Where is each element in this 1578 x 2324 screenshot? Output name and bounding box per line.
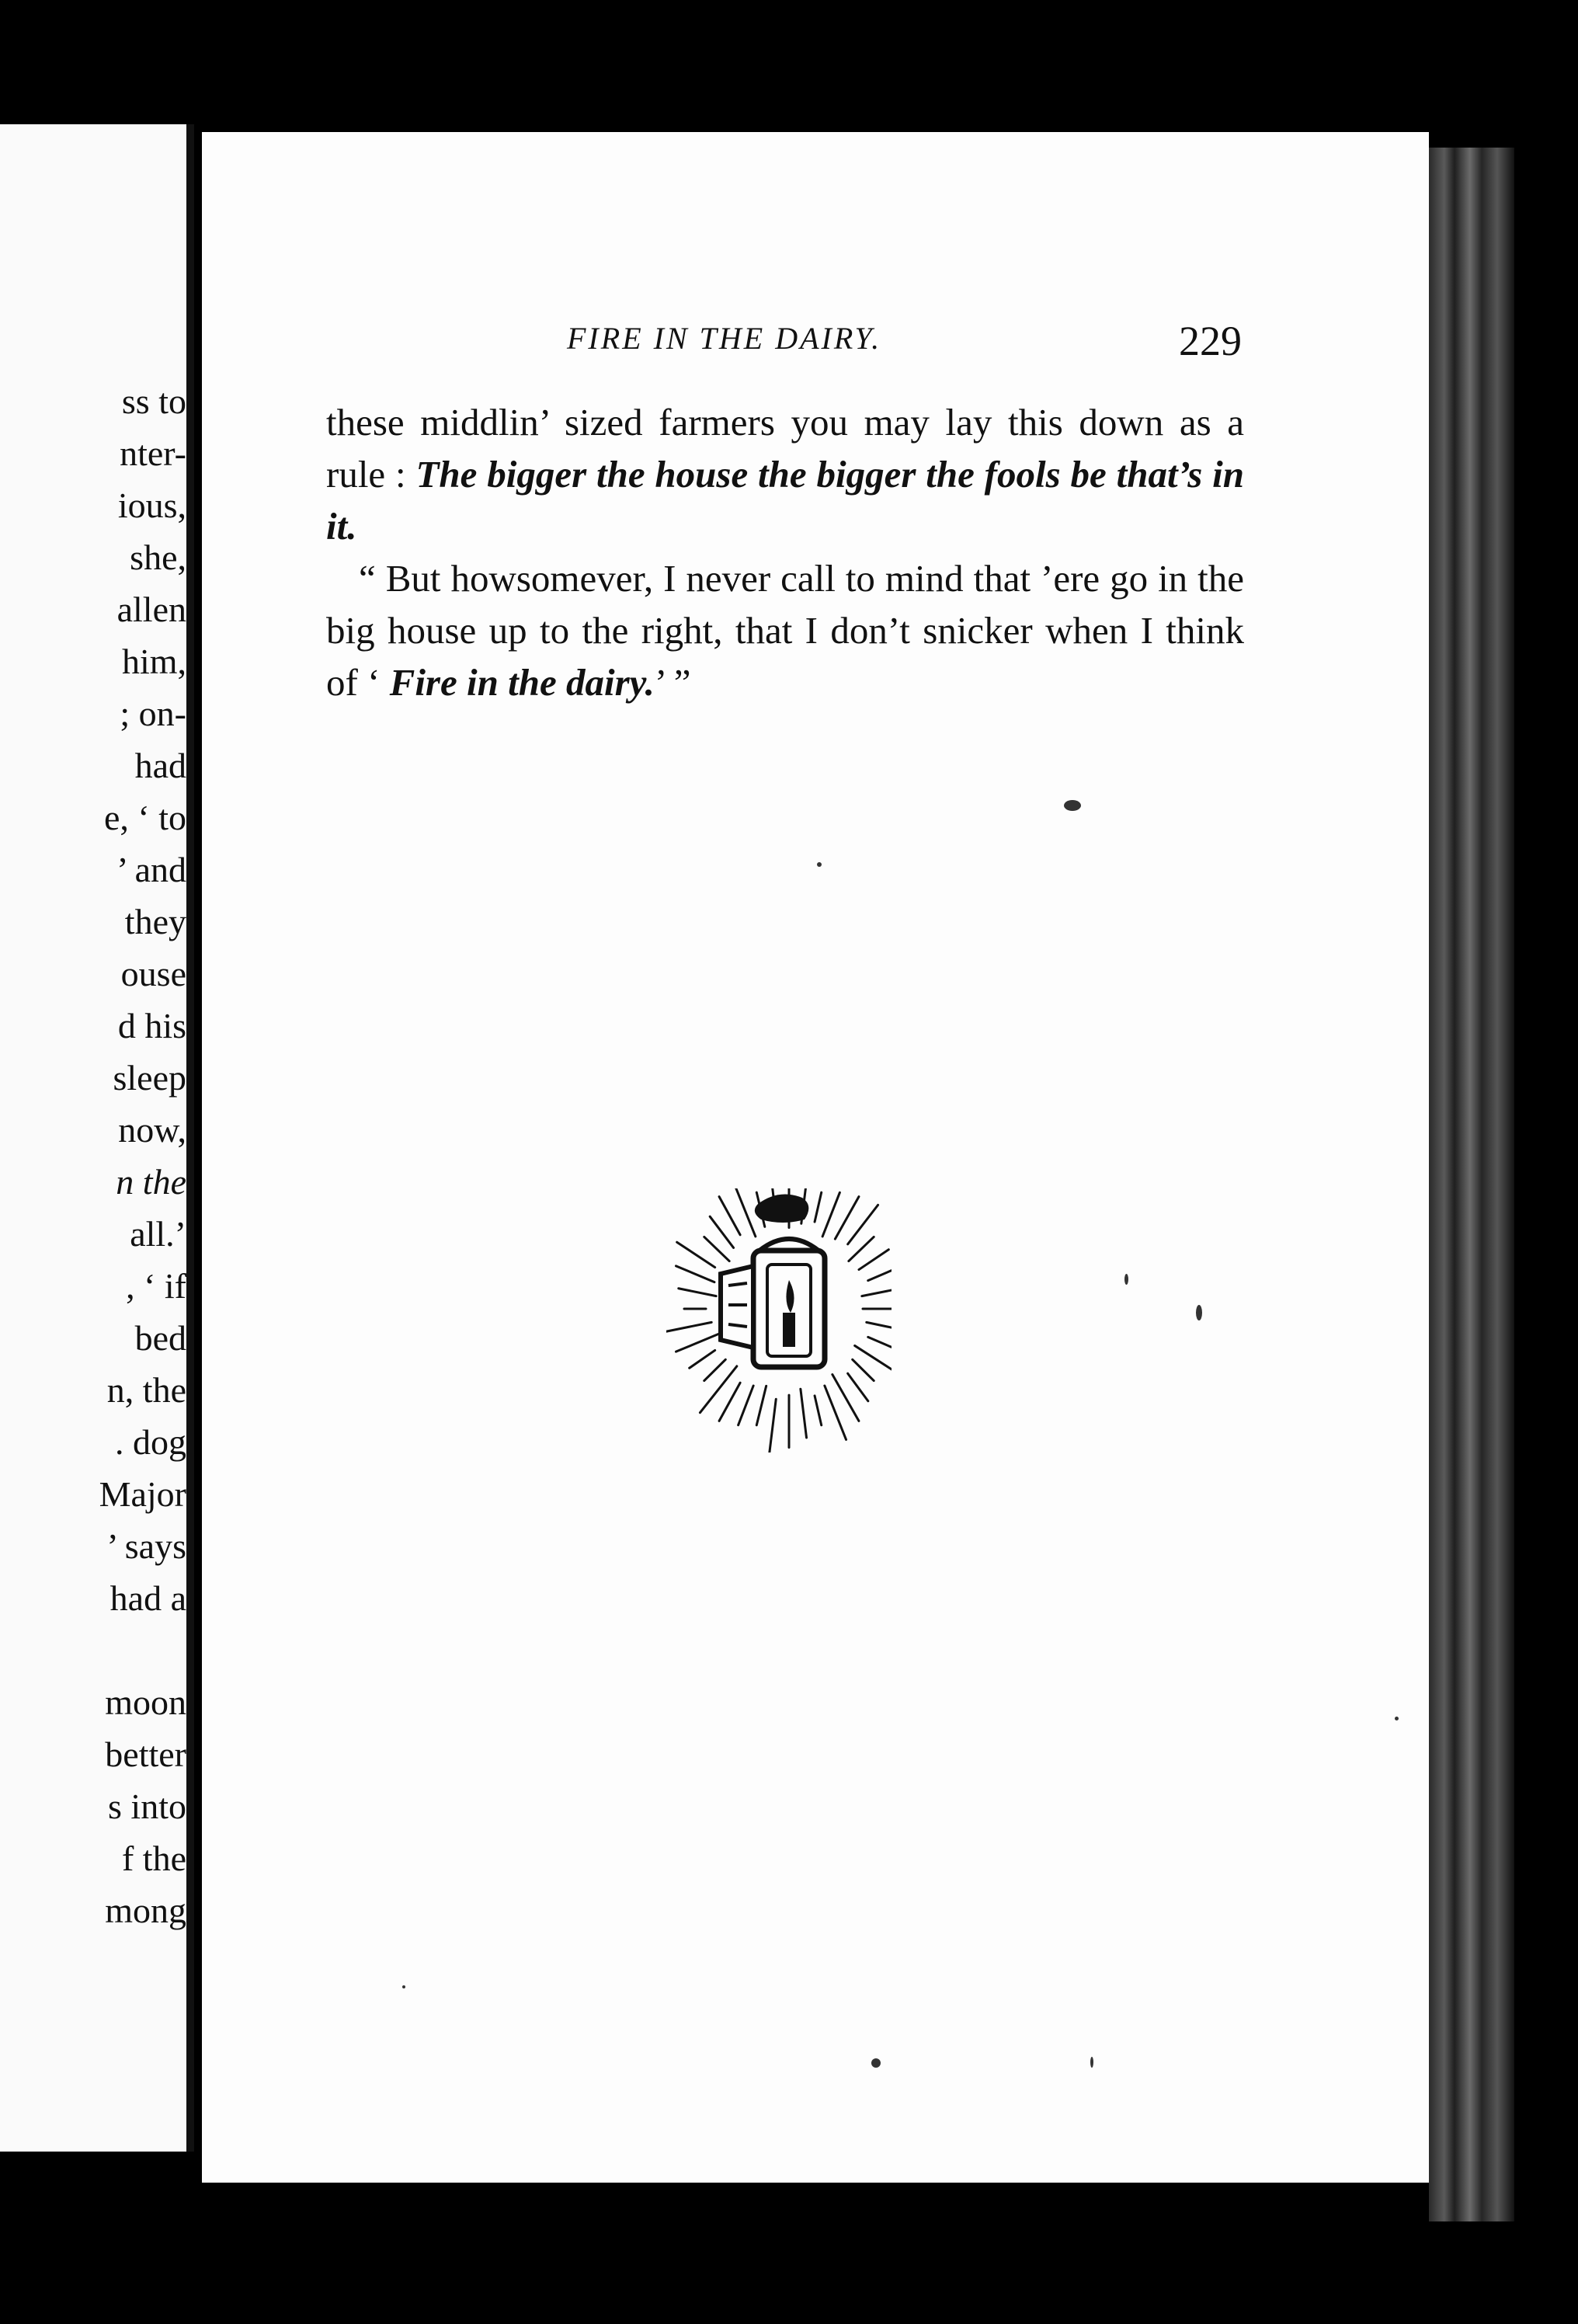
left-page-line: ; on-	[120, 694, 186, 733]
page-edges	[1429, 148, 1514, 2221]
left-page-line: s into	[108, 1786, 186, 1826]
left-page-line: she,	[130, 538, 186, 577]
left-page	[0, 124, 194, 2152]
left-page-line: n, the	[106, 1370, 186, 1410]
paragraph-2-closing: ’ ”	[654, 661, 691, 704]
ink-speck	[1395, 1717, 1399, 1720]
left-page-line: him,	[121, 642, 186, 681]
ink-speck	[817, 862, 822, 867]
left-page-line: ouse	[120, 954, 186, 993]
left-page-line: ’ says	[106, 1526, 186, 1566]
running-head: FIRE IN THE DAIRY.	[567, 321, 882, 356]
body-text	[326, 396, 1244, 708]
ink-speck	[1064, 800, 1081, 811]
ink-speck	[402, 1985, 405, 1988]
paragraph-2	[326, 552, 1244, 708]
left-page-line: d his	[117, 1006, 186, 1045]
paragraph-2-italic: Fire in the dairy.	[389, 661, 655, 704]
left-page-line: now,	[118, 1110, 186, 1150]
ink-speck	[1196, 1305, 1202, 1320]
paragraph-1-plain: these middlin’ sized farmers you may lay this down as a rule :	[326, 401, 1244, 496]
left-page-line: had a	[109, 1578, 186, 1618]
left-page-line: better	[105, 1734, 186, 1774]
left-page-line: bed	[134, 1318, 186, 1358]
left-page-line: ss to	[121, 381, 186, 421]
left-page-line: Major	[99, 1474, 186, 1514]
left-page-line: , ‘ if	[126, 1266, 186, 1306]
ink-speck	[1090, 2057, 1093, 2068]
ink-speck	[871, 2058, 881, 2068]
paragraph-1-italic: The bigger the house the bigger the fools be that’s in it.	[326, 453, 1244, 548]
ink-speck	[1124, 1274, 1128, 1285]
left-page-line: they	[124, 902, 186, 941]
left-page-line: ’ and	[116, 850, 186, 889]
left-page-line: . dog	[115, 1422, 186, 1462]
left-page-line: all.’	[130, 1214, 186, 1254]
left-page-line: nter-	[120, 433, 186, 473]
paragraph-1	[326, 396, 1244, 552]
left-page-line: mong	[105, 1891, 186, 1930]
left-page-line: sleep	[113, 1058, 186, 1098]
left-page-line: moon	[105, 1682, 186, 1722]
left-page-line: allen	[116, 590, 186, 629]
left-page-line: e, ‘ to	[103, 798, 186, 837]
left-page-line: had	[134, 746, 186, 785]
left-page-line: f the	[121, 1839, 186, 1878]
page-number: 229	[1179, 318, 1242, 364]
left-page-line: n the	[116, 1162, 186, 1202]
left-page-line: ious,	[117, 485, 186, 525]
lantern-with-flame-icon	[666, 1188, 892, 1452]
paragraph-2-plain: “ But howsomever, I never call to mind that ’ere go in the big house up to the right, that I don’t snicker when I think of ‘	[326, 557, 1244, 704]
